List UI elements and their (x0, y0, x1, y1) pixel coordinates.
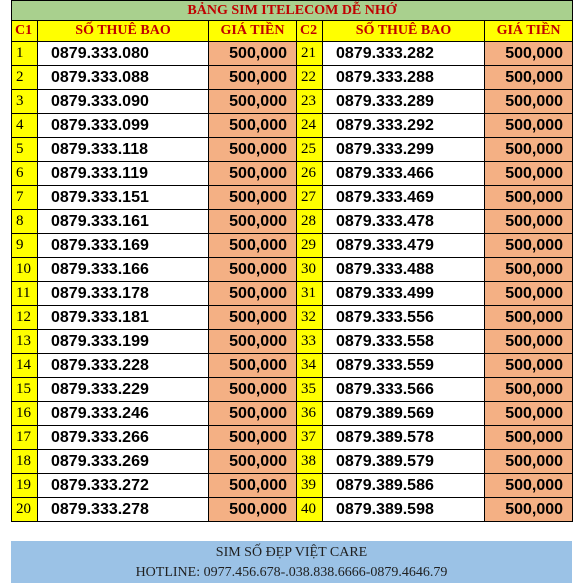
sim-index: 25 (297, 138, 323, 162)
table-row (12, 498, 573, 522)
sim-number: 0879.389.598 (323, 498, 485, 522)
sim-number: 0879.333.228 (38, 354, 209, 378)
sim-number: 0879.333.559 (323, 354, 485, 378)
sim-price: 500,000 (485, 186, 573, 210)
sim-price: 500,000 (209, 402, 297, 426)
header-left-price: GIÁ TIỀN (209, 21, 297, 42)
table-row (12, 210, 573, 234)
sim-index: 20 (12, 498, 38, 522)
sim-price-sheet (11, 0, 572, 522)
sim-price: 500,000 (209, 282, 297, 306)
sim-number: 0879.333.166 (38, 258, 209, 282)
table-row (12, 426, 573, 450)
sim-price: 500,000 (209, 210, 297, 234)
sim-number: 0879.333.299 (323, 138, 485, 162)
sim-index: 37 (297, 426, 323, 450)
sim-index: 39 (297, 474, 323, 498)
sim-index: 27 (297, 186, 323, 210)
sim-number: 0879.333.289 (323, 90, 485, 114)
sim-index: 22 (297, 66, 323, 90)
sim-number: 0879.333.478 (323, 210, 485, 234)
sim-index: 21 (297, 42, 323, 66)
table-row (12, 402, 573, 426)
sim-price: 500,000 (485, 258, 573, 282)
sim-index: 9 (12, 234, 38, 258)
sim-price: 500,000 (485, 282, 573, 306)
sim-index: 33 (297, 330, 323, 354)
header-row (12, 21, 573, 42)
table-row (12, 186, 573, 210)
sim-index: 17 (12, 426, 38, 450)
sim-number: 0879.333.090 (38, 90, 209, 114)
sim-number: 0879.333.282 (323, 42, 485, 66)
sim-price: 500,000 (209, 354, 297, 378)
sim-price: 500,000 (485, 498, 573, 522)
sim-table (11, 0, 573, 522)
sim-number: 0879.389.569 (323, 402, 485, 426)
table-row (12, 282, 573, 306)
sim-number: 0879.333.469 (323, 186, 485, 210)
table-row (12, 90, 573, 114)
sim-index: 35 (297, 378, 323, 402)
sim-number: 0879.333.099 (38, 114, 209, 138)
sim-number: 0879.389.586 (323, 474, 485, 498)
sim-index: 1 (12, 42, 38, 66)
sim-number: 0879.333.479 (323, 234, 485, 258)
sim-price: 500,000 (485, 234, 573, 258)
sim-price: 500,000 (209, 426, 297, 450)
table-row (12, 354, 573, 378)
sheet-title: BẢNG SIM ITELECOM DỄ NHỚ (12, 1, 573, 21)
sim-number: 0879.333.558 (323, 330, 485, 354)
sim-price: 500,000 (485, 474, 573, 498)
sim-number: 0879.333.178 (38, 282, 209, 306)
sim-index: 11 (12, 282, 38, 306)
sim-index: 14 (12, 354, 38, 378)
sim-price: 500,000 (485, 162, 573, 186)
sim-number: 0879.333.566 (323, 378, 485, 402)
header-right-number: SỐ THUÊ BAO (323, 21, 485, 42)
sim-number: 0879.333.269 (38, 450, 209, 474)
sim-price: 500,000 (209, 114, 297, 138)
sim-number: 0879.333.151 (38, 186, 209, 210)
table-row (12, 138, 573, 162)
sim-price: 500,000 (485, 378, 573, 402)
header-left-index: C1 (12, 21, 38, 42)
sim-price: 500,000 (209, 90, 297, 114)
sim-price: 500,000 (209, 306, 297, 330)
sim-price: 500,000 (209, 474, 297, 498)
footer-hotline: HOTLINE: 0977.456.678-.038.838.6666-0879.4646.79 (135, 565, 448, 580)
sim-index: 10 (12, 258, 38, 282)
sim-price: 500,000 (209, 234, 297, 258)
sim-index: 3 (12, 90, 38, 114)
sim-number: 0879.333.292 (323, 114, 485, 138)
table-row (12, 234, 573, 258)
sim-price: 500,000 (209, 162, 297, 186)
sim-index: 12 (12, 306, 38, 330)
table-row (12, 258, 573, 282)
sim-number: 0879.333.278 (38, 498, 209, 522)
sim-price: 500,000 (209, 498, 297, 522)
sim-price: 500,000 (209, 378, 297, 402)
sim-number: 0879.333.272 (38, 474, 209, 498)
sim-index: 23 (297, 90, 323, 114)
sim-number: 0879.333.466 (323, 162, 485, 186)
sim-price: 500,000 (485, 42, 573, 66)
sim-price: 500,000 (209, 258, 297, 282)
table-row (12, 378, 573, 402)
table-row (12, 66, 573, 90)
sim-number: 0879.333.488 (323, 258, 485, 282)
sim-number: 0879.333.499 (323, 282, 485, 306)
sim-price: 500,000 (209, 330, 297, 354)
sim-price: 500,000 (209, 186, 297, 210)
sim-index: 19 (12, 474, 38, 498)
sim-number: 0879.333.229 (38, 378, 209, 402)
table-row (12, 162, 573, 186)
sim-price: 500,000 (485, 354, 573, 378)
sim-index: 5 (12, 138, 38, 162)
sim-price: 500,000 (485, 330, 573, 354)
sim-price: 500,000 (485, 66, 573, 90)
sim-price: 500,000 (485, 402, 573, 426)
sim-number: 0879.333.288 (323, 66, 485, 90)
sim-index: 7 (12, 186, 38, 210)
sim-price: 500,000 (485, 210, 573, 234)
sim-number: 0879.333.169 (38, 234, 209, 258)
sim-price: 500,000 (485, 90, 573, 114)
sim-index: 30 (297, 258, 323, 282)
sim-price: 500,000 (209, 66, 297, 90)
sim-number: 0879.333.161 (38, 210, 209, 234)
table-row (12, 450, 573, 474)
table-row (12, 306, 573, 330)
sim-index: 28 (297, 210, 323, 234)
sim-price: 500,000 (485, 306, 573, 330)
header-right-price: GIÁ TIỀN (485, 21, 573, 42)
sim-number: 0879.389.579 (323, 450, 485, 474)
sim-price: 500,000 (485, 138, 573, 162)
sim-index: 15 (12, 378, 38, 402)
header-left-number: SỐ THUÊ BAO (38, 21, 209, 42)
table-row (12, 114, 573, 138)
sim-price: 500,000 (209, 42, 297, 66)
sim-number: 0879.333.119 (38, 162, 209, 186)
sim-number: 0879.333.118 (38, 138, 209, 162)
footer-shop-name: SIM SỐ ĐẸP VIỆT CARE (215, 545, 368, 560)
sim-price: 500,000 (485, 450, 573, 474)
sim-index: 34 (297, 354, 323, 378)
sim-price: 500,000 (485, 426, 573, 450)
sim-index: 16 (12, 402, 38, 426)
sim-price: 500,000 (485, 114, 573, 138)
sim-number: 0879.333.181 (38, 306, 209, 330)
table-row (12, 330, 573, 354)
sim-number: 0879.389.578 (323, 426, 485, 450)
sim-index: 40 (297, 498, 323, 522)
table-row (12, 42, 573, 66)
sim-index: 4 (12, 114, 38, 138)
sim-number: 0879.333.556 (323, 306, 485, 330)
sim-number: 0879.333.199 (38, 330, 209, 354)
sim-index: 24 (297, 114, 323, 138)
sim-number: 0879.333.266 (38, 426, 209, 450)
sim-number: 0879.333.246 (38, 402, 209, 426)
sim-index: 18 (12, 450, 38, 474)
sim-index: 36 (297, 402, 323, 426)
sim-index: 6 (12, 162, 38, 186)
title-row (12, 1, 573, 21)
sim-index: 8 (12, 210, 38, 234)
footer-banner (11, 541, 572, 583)
header-right-index: C2 (297, 21, 323, 42)
sim-number: 0879.333.080 (38, 42, 209, 66)
sim-index: 2 (12, 66, 38, 90)
sim-index: 38 (297, 450, 323, 474)
sim-price: 500,000 (209, 138, 297, 162)
sim-index: 31 (297, 282, 323, 306)
sim-index: 29 (297, 234, 323, 258)
sim-index: 13 (12, 330, 38, 354)
sim-price: 500,000 (209, 450, 297, 474)
sim-number: 0879.333.088 (38, 66, 209, 90)
sim-index: 32 (297, 306, 323, 330)
sim-index: 26 (297, 162, 323, 186)
table-row (12, 474, 573, 498)
